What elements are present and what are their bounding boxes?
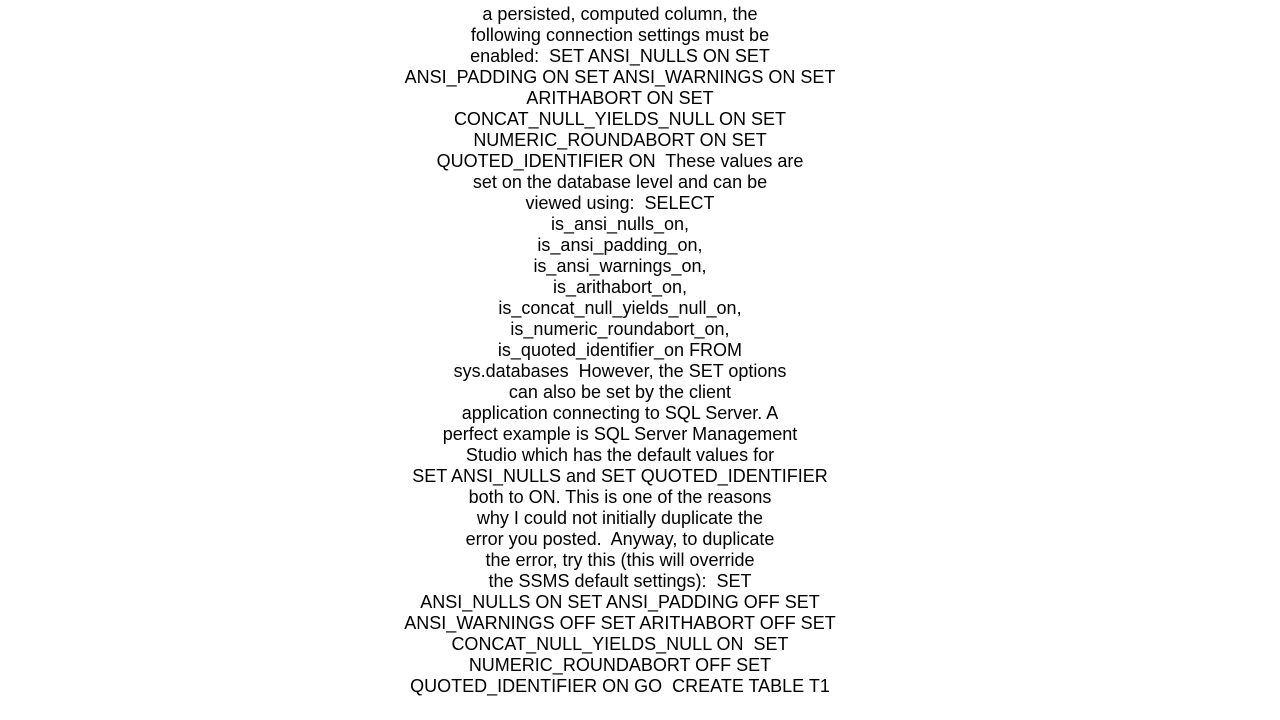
- text-line: is_quoted_identifier_on FROM: [497, 340, 743, 360]
- text-line: ANSI_PADDING ON SET ANSI_WARNINGS ON SET: [404, 67, 836, 87]
- text-line: application connecting to SQL Server. A: [461, 403, 779, 423]
- text-line: perfect example is SQL Server Management: [442, 424, 798, 444]
- text-line: following connection settings must be: [470, 25, 770, 45]
- text-line: viewed using: SELECT: [525, 193, 715, 213]
- text-line: is_ansi_padding_on,: [537, 235, 703, 255]
- text-line: is_arithabort_on,: [552, 277, 688, 297]
- text-line: a persisted, computed column, the: [482, 4, 758, 24]
- text-line: SET ANSI_NULLS and SET QUOTED_IDENTIFIER: [412, 466, 828, 486]
- text-line: the error, try this (this will override: [485, 550, 755, 570]
- text-line: ANSI_WARNINGS OFF SET ARITHABORT OFF SET: [404, 613, 836, 633]
- text-line: why I could not initially duplicate the: [476, 508, 764, 528]
- text-line: can also be set by the client: [508, 382, 732, 402]
- text-line: is_concat_null_yields_null_on,: [498, 298, 742, 318]
- text-line: ANSI_NULLS ON SET ANSI_PADDING OFF SET: [420, 592, 820, 612]
- text-line: CONCAT_NULL_YIELDS_NULL ON SET: [451, 634, 789, 654]
- text-line: sys.databases However, the SET options: [453, 361, 787, 381]
- text-line: is_ansi_nulls_on,: [550, 214, 690, 234]
- text-line: both to ON. This is one of the reasons: [468, 487, 772, 507]
- text-line: is_numeric_roundabort_on,: [510, 319, 730, 339]
- text-line: NUMERIC_ROUNDABORT OFF SET: [468, 655, 772, 675]
- text-line: error you posted. Anyway, to duplicate: [465, 529, 775, 549]
- text-line: QUOTED_IDENTIFIER ON These values are: [436, 151, 804, 171]
- text-line: the SSMS default settings): SET: [488, 571, 752, 591]
- body-text: [400, 4, 840, 697]
- text-line: CONCAT_NULL_YIELDS_NULL ON SET: [453, 109, 787, 129]
- text-line: Studio which has the default values for: [465, 445, 775, 465]
- text-line: ARITHABORT ON SET: [526, 88, 714, 108]
- text-line: set on the database level and can be: [472, 172, 768, 192]
- text-line: enabled: SET ANSI_NULLS ON SET: [470, 46, 770, 66]
- text-line: QUOTED_IDENTIFIER ON GO CREATE TABLE T1: [410, 676, 830, 696]
- text-line: NUMERIC_ROUNDABORT ON SET: [473, 130, 767, 150]
- text-line: is_ansi_warnings_on,: [533, 256, 707, 276]
